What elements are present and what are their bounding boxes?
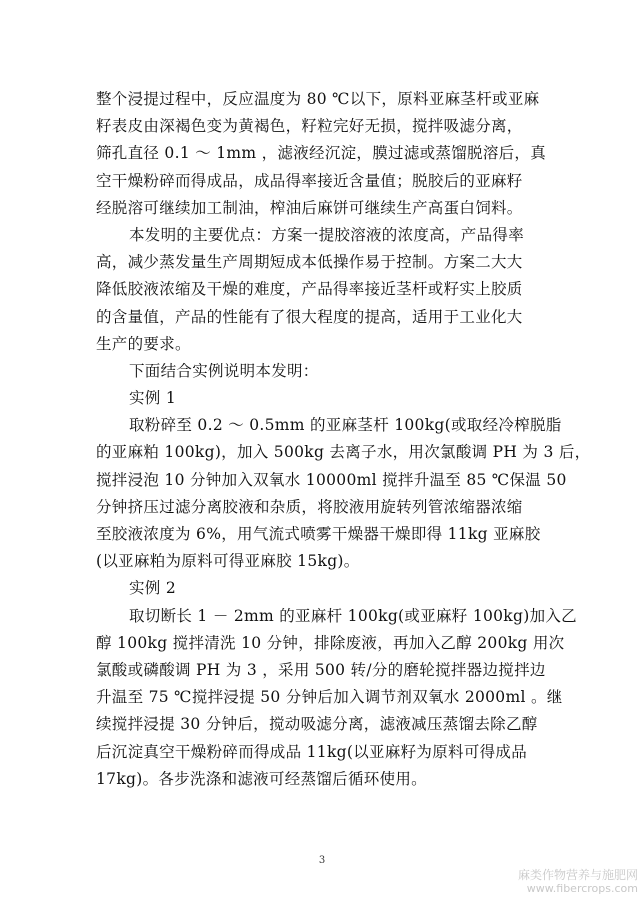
text-line: 降低胶液浓缩及干燥的难度，产品得率接近茎杆或籽实上胶质 bbox=[96, 280, 523, 299]
text-line: 的亚麻粕 100kg)，加入 500kg 去离子水，用次氯酸调 PH 为 3 后， bbox=[96, 443, 591, 462]
page-number: 3 bbox=[318, 855, 326, 866]
text-line: 整个浸提过程中，反应温度为 80 ℃以下，原料亚麻茎杆或亚麻 bbox=[96, 90, 540, 108]
watermark bbox=[498, 868, 638, 896]
text-line: 搅拌浸泡 10 分钟加入双氧水 10000ml 搅拌升温至 85 ℃保温 50 bbox=[96, 470, 567, 489]
text-line: 续搅拌浸提 30 分钟后，搅动吸滤分离，滤液减压蒸馏去除乙醇 bbox=[96, 715, 538, 734]
body-text bbox=[96, 86, 591, 793]
watermark-url: www.fibercrops.com bbox=[526, 882, 638, 895]
text-line: 下面结合实例说明本发明： bbox=[129, 361, 319, 380]
text-line: 后沉淀真空干燥粉碎而得成品 11kg(以亚麻籽为原料可得成品 bbox=[96, 742, 528, 761]
text-line: 取切断长 1 － 2mm 的亚麻杆 100kg(或亚麻籽 100kg)加入乙 bbox=[129, 606, 577, 625]
text-line: 筛孔直径 0.1 ～ 1mm ，滤液经沉淀，膜过滤或蒸馏脱溶后，真 bbox=[96, 144, 547, 163]
text-line: 醇 100kg 搅拌清洗 10 分钟，排除废液，再加入乙醇 200kg 用次 bbox=[96, 633, 565, 652]
example-heading: 实例 2 bbox=[129, 579, 176, 598]
watermark-site-name: 麻类作物营养与施肥网 bbox=[517, 868, 638, 882]
text-line: 的含量值，产品的性能有了很大程度的提高，适用于工业化大 bbox=[96, 307, 523, 326]
text-line: 至胶液浓度为 6%，用气流式喷雾干燥器干燥即得 11kg 亚麻胶 bbox=[96, 525, 541, 543]
text-line: 升温至 75 ℃搅拌浸提 50 分钟后加入调节剂双氧水 2000ml 。继 bbox=[96, 688, 563, 707]
text-line: 籽表皮由深褐色变为黄褐色，籽粒完好无损，搅拌吸滤分离， bbox=[96, 117, 523, 136]
text-line: 分钟挤压过滤分离胶液和杂质，将胶液用旋转列管浓缩器浓缩 bbox=[96, 497, 523, 516]
example-heading: 实例 1 bbox=[129, 389, 176, 408]
text-line: 高，减少蒸发量生产周期短成本低操作易于控制。方案二大大 bbox=[96, 253, 523, 272]
text-line: 空干燥粉碎而得成品，成品得率接近含量值；脱胶后的亚麻籽 bbox=[96, 171, 523, 190]
text-line: 生产的要求。 bbox=[96, 334, 191, 353]
text-line: 经脱溶可继续加工制油，榨油后麻饼可继续生产高蛋白饲料。 bbox=[96, 198, 523, 217]
text-line: 17kg)。各步洗涤和滤液可经蒸馏后循环使用。 bbox=[96, 769, 427, 788]
text-line: 氯酸或磷酸调 PH 为 3 ，采用 500 转/分的磨轮搅拌器边搅拌边 bbox=[96, 660, 546, 679]
text-line: 取粉碎至 0.2 ～ 0.5mm 的亚麻茎杆 100kg(或取经冷榨脱脂 bbox=[129, 416, 562, 435]
text-line: 本发明的主要优点：方案一提胶溶液的浓度高，产品得率 bbox=[129, 225, 525, 244]
text-line: (以亚麻粕为原料可得亚麻胶 15kg)。 bbox=[96, 552, 360, 571]
